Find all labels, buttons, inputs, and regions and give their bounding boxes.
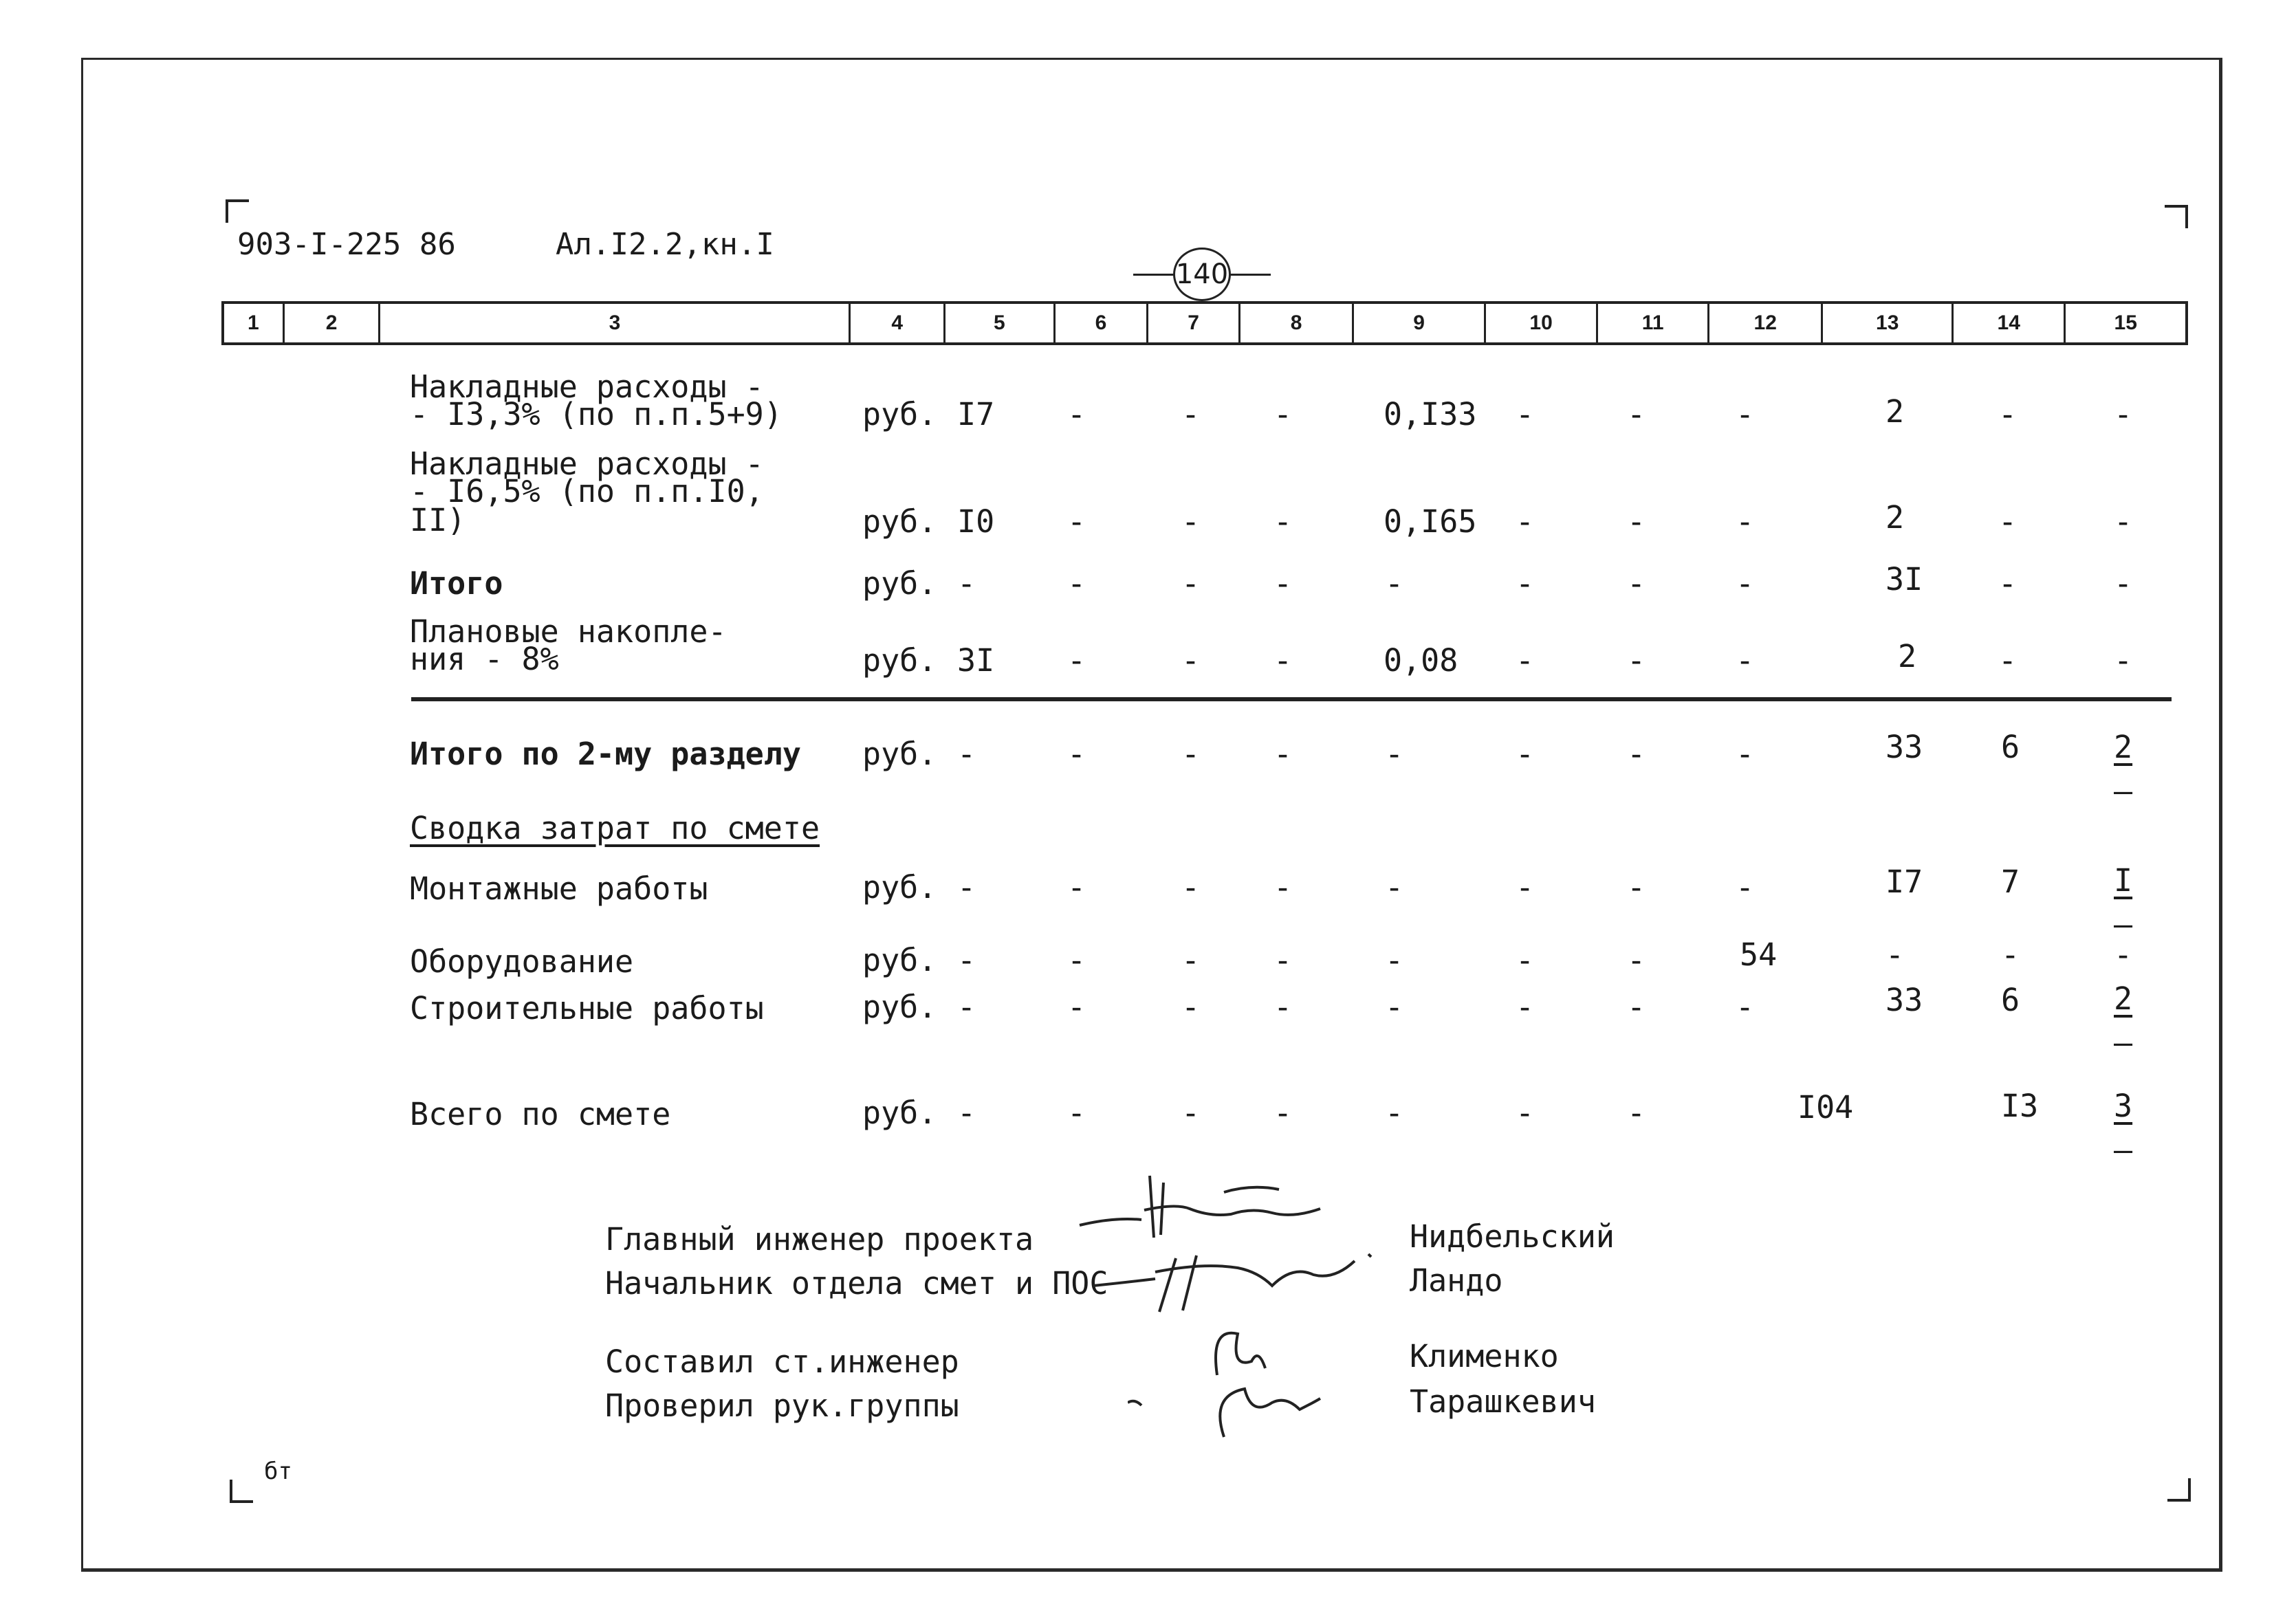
- cell-col9: -: [1385, 736, 1404, 772]
- signatory-name: Нидбельский: [1410, 1218, 1615, 1255]
- cell-col8: -: [1273, 642, 1293, 679]
- signature-role: Составил ст.инженер: [605, 1343, 959, 1380]
- cell-col8: -: [1273, 869, 1293, 906]
- footer-mark: бт: [264, 1458, 292, 1485]
- handwritten-signature-2: [1093, 1244, 1382, 1320]
- cell-col15: -: [2114, 396, 2133, 432]
- cell-col10: -: [1516, 736, 1535, 772]
- unit-cell: руб.: [862, 942, 937, 978]
- cell-col9: -: [1385, 989, 1404, 1025]
- cell-col8: -: [1273, 736, 1293, 772]
- cell-col10: -: [1516, 1095, 1535, 1131]
- cell-col12: -: [1736, 503, 1755, 540]
- cell-col13: 33: [1885, 982, 1923, 1018]
- unit-cell: руб.: [862, 736, 937, 772]
- cell-col9: -: [1385, 1095, 1404, 1131]
- cell-col9: -: [1385, 869, 1404, 906]
- cell-col8: -: [1273, 1095, 1293, 1131]
- page-number-stamp: [1133, 248, 1271, 303]
- section-divider: [411, 697, 2172, 701]
- row-name-line: Итого: [410, 565, 503, 602]
- cell-col7: -: [1181, 396, 1201, 432]
- unit-cell: руб.: [862, 642, 937, 679]
- column-number-row: [221, 301, 2188, 345]
- cell-col5: -: [957, 869, 976, 906]
- cell-col14: 7: [2001, 864, 2020, 900]
- cell-col8: -: [1273, 396, 1293, 432]
- signature-role: Начальник отдела смет и ПОС: [605, 1265, 1108, 1302]
- row-name-line: Плановые накопле-: [410, 613, 727, 650]
- column-number: 11: [1598, 304, 1709, 342]
- cell-col6: -: [1067, 642, 1086, 679]
- cell-col15: -: [2114, 936, 2133, 973]
- handwritten-signature-1: [1073, 1169, 1375, 1251]
- cell-col7: -: [1181, 869, 1201, 906]
- unit-cell: руб.: [862, 396, 937, 432]
- cell-col15: -: [2114, 642, 2133, 679]
- handwritten-signature-3: [1128, 1320, 1355, 1444]
- row-name-line: - I6,5% (по п.п.I0,: [410, 473, 764, 509]
- cell-col12: I04: [1797, 1089, 1854, 1126]
- cell-col7: -: [1181, 1095, 1201, 1131]
- cell-col13: 2: [1885, 393, 1905, 430]
- signature-role: Проверил рук.группы: [605, 1387, 959, 1424]
- unit-cell: руб.: [862, 1095, 937, 1131]
- sheet-reference: Ал.I2.2,кн.I: [556, 227, 774, 262]
- cell-col5: I0: [957, 503, 995, 540]
- cell-col14: -: [1998, 396, 2018, 432]
- column-number: 1: [224, 304, 285, 342]
- section-total-label: Итого по 2-му разделу: [410, 736, 801, 772]
- cell-col12: -: [1736, 869, 1755, 906]
- cell-col6: -: [1067, 565, 1086, 602]
- document-code: 903-I-225 86: [237, 227, 456, 262]
- cell-col12: -: [1736, 736, 1755, 772]
- column-number: 14: [1954, 304, 2066, 342]
- cell-col14: 6: [2001, 982, 2020, 1018]
- corner-mark-bottom-right: [2167, 1478, 2191, 1502]
- cell-col12: -: [1736, 642, 1755, 679]
- summary-row-label: Строительные работы: [410, 990, 764, 1027]
- cell-col11: -: [1627, 642, 1646, 679]
- unit-cell: руб.: [862, 989, 937, 1025]
- cell-col9: 0,I33: [1384, 396, 1477, 432]
- column-number: 3: [380, 304, 851, 342]
- summary-heading: Сводка затрат по смете: [410, 810, 820, 846]
- cell-col8: -: [1273, 503, 1293, 540]
- cell-col5: I7: [957, 396, 995, 432]
- cell-col14: -: [1998, 565, 2018, 602]
- cell-col12: -: [1736, 989, 1755, 1025]
- row-name-line: - I3,3% (по п.п.5+9): [410, 396, 783, 432]
- cell-col9: 0,I65: [1384, 503, 1477, 540]
- cell-col11: -: [1627, 989, 1646, 1025]
- cell-col10: -: [1516, 642, 1535, 679]
- cell-col15: 2: [2114, 980, 2133, 1017]
- summary-row-label: Оборудование: [410, 943, 634, 980]
- cell-col7: -: [1181, 989, 1201, 1025]
- cell-col7: -: [1181, 942, 1201, 978]
- cell-col13: 2: [1898, 638, 1917, 674]
- cell-col13: 3I: [1885, 561, 1923, 597]
- cell-col12: -: [1736, 565, 1755, 602]
- row-name-line: ния - 8%: [410, 641, 559, 677]
- cell-col5: -: [957, 942, 976, 978]
- signature-role: Главный инженер проекта: [605, 1221, 1034, 1258]
- signatory-name: Клименко: [1410, 1338, 1559, 1374]
- summary-row-label: Монтажные работы: [410, 870, 708, 907]
- cell-col15: 2: [2114, 729, 2133, 765]
- row-name-line: II): [410, 502, 466, 538]
- cell-col15-dash: –: [2114, 906, 2133, 943]
- column-number: 6: [1056, 304, 1149, 342]
- row-name-line: Накладные расходы -: [410, 446, 764, 482]
- column-number: 10: [1486, 304, 1599, 342]
- signatory-name: Тарашкевич: [1410, 1383, 1596, 1420]
- column-number: 15: [2114, 311, 2137, 334]
- cell-col10: -: [1516, 396, 1535, 432]
- cell-col12: 54: [1740, 936, 1778, 973]
- column-number: 8: [1240, 304, 1355, 342]
- cell-col10: -: [1516, 989, 1535, 1025]
- cell-col5: -: [957, 565, 976, 602]
- cell-col13: I7: [1885, 864, 1923, 900]
- cell-col7: -: [1181, 503, 1201, 540]
- column-number: 12: [1709, 304, 1824, 342]
- column-number: 4: [851, 304, 945, 342]
- cell-col10: -: [1516, 942, 1535, 978]
- cell-col9: -: [1385, 565, 1404, 602]
- cell-col7: -: [1181, 565, 1201, 602]
- cell-col5: 3I: [957, 642, 995, 679]
- cell-col11: -: [1627, 869, 1646, 906]
- cell-col14: I3: [2001, 1088, 2039, 1124]
- cell-col15: -: [2114, 503, 2133, 540]
- grand-total-label: Всего по смете: [410, 1096, 671, 1132]
- cell-col6: -: [1067, 869, 1086, 906]
- cell-col6: -: [1067, 503, 1086, 540]
- corner-mark-top-right: [2165, 205, 2188, 228]
- cell-col11: -: [1627, 736, 1646, 772]
- cell-col6: -: [1067, 736, 1086, 772]
- cell-col13: -: [1885, 936, 1905, 973]
- cell-col10: -: [1516, 503, 1535, 540]
- cell-col5: -: [957, 989, 976, 1025]
- cell-col8: -: [1273, 565, 1293, 602]
- cell-col14: -: [1998, 642, 2018, 679]
- cell-col13: 33: [1885, 729, 1923, 765]
- cell-col14: -: [2001, 936, 2020, 973]
- cell-col14: 6: [2001, 729, 2020, 765]
- column-number: 9: [1354, 304, 1485, 342]
- cell-col6: -: [1067, 989, 1086, 1025]
- cell-col15: 3: [2114, 1088, 2133, 1124]
- corner-mark-top-left: [226, 199, 249, 223]
- cell-col11: -: [1627, 942, 1646, 978]
- cell-col10: -: [1516, 869, 1535, 906]
- signatory-name: Ландо: [1410, 1262, 1503, 1299]
- page-number: 140: [1173, 248, 1231, 301]
- cell-col8: -: [1273, 942, 1293, 978]
- unit-cell: руб.: [862, 565, 937, 602]
- cell-col15-dash: –: [2114, 1024, 2133, 1061]
- cell-col15-dash: –: [2114, 773, 2133, 809]
- cell-col15: -: [2114, 565, 2133, 602]
- cell-col10: -: [1516, 565, 1535, 602]
- unit-cell: руб.: [862, 503, 937, 540]
- cell-col5: -: [957, 736, 976, 772]
- cell-col7: -: [1181, 642, 1201, 679]
- cell-col7: -: [1181, 736, 1201, 772]
- column-number: 7: [1148, 304, 1240, 342]
- cell-col9: -: [1385, 942, 1404, 978]
- cell-col13: 2: [1885, 499, 1905, 536]
- corner-mark-bottom-left: [230, 1480, 253, 1503]
- cell-col6: -: [1067, 396, 1086, 432]
- column-number: 13: [1823, 304, 1953, 342]
- cell-col5: -: [957, 1095, 976, 1131]
- cell-col15: I: [2114, 862, 2133, 899]
- cell-col12: -: [1736, 396, 1755, 432]
- cell-col11: -: [1627, 396, 1646, 432]
- column-number: 5: [945, 304, 1056, 342]
- cell-col9: 0,08: [1384, 642, 1458, 679]
- cell-col11: -: [1627, 1095, 1646, 1131]
- cell-col8: -: [1273, 989, 1293, 1025]
- cell-col11: -: [1627, 503, 1646, 540]
- cell-col14: -: [1998, 503, 2018, 540]
- cell-col6: -: [1067, 942, 1086, 978]
- unit-cell: руб.: [862, 869, 937, 906]
- cell-col6: -: [1067, 1095, 1086, 1131]
- cell-col11: -: [1627, 565, 1646, 602]
- column-number: 2: [285, 304, 381, 342]
- row-name-line: Накладные расходы -: [410, 369, 764, 405]
- cell-col15-dash: –: [2114, 1132, 2133, 1168]
